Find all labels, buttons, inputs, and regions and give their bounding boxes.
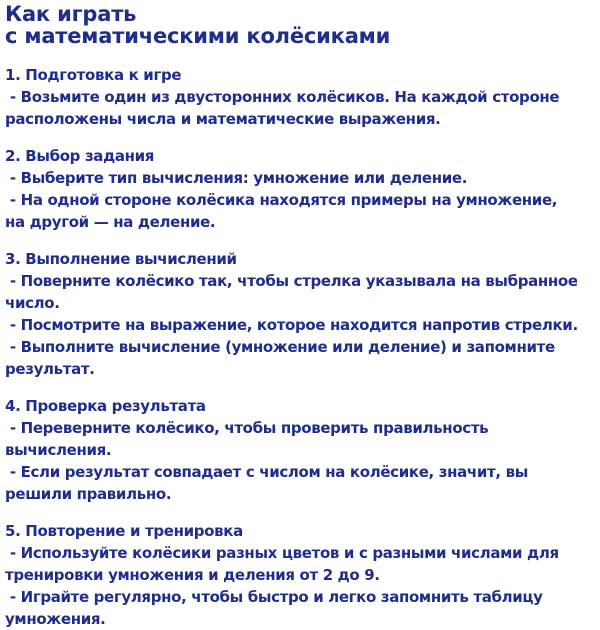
instruction-line: - Используйте колёсики разных цветов и с разными числами для <box>5 544 559 562</box>
section-heading: 4. Проверка результата <box>5 397 206 415</box>
instruction-line: решили правильно. <box>5 485 172 503</box>
instruction-line: на другой — на деление. <box>5 213 216 231</box>
instruction-line: тренировки умножения и деления от 2 до 9. <box>5 566 380 584</box>
instruction-line: - Выполните вычисление (умножение или деление) и запомните <box>5 338 555 356</box>
instruction-line: число. <box>5 294 60 312</box>
section-practice <box>5 520 598 630</box>
section-heading: 3. Выполнение вычислений <box>5 250 237 268</box>
instruction-line: - Посмотрите на выражение, которое находится напротив стрелки. <box>5 316 578 334</box>
instruction-line: - Выберите тип вычисления: умножение или деление. <box>5 169 468 187</box>
section-heading: 1. Подготовка к игре <box>5 66 182 84</box>
instruction-line: расположены числа и математические выражения. <box>5 110 441 128</box>
instruction-line: - Переверните колёсико, чтобы проверить правильность вычисления. <box>5 419 494 459</box>
section-task-choice <box>5 145 598 233</box>
section-heading: 2. Выбор задания <box>5 147 155 165</box>
page-title-line-1: Как играть <box>5 2 137 26</box>
section-heading: 5. Повторение и тренировка <box>5 522 243 540</box>
instruction-line: - Если результат совпадает с числом на колёсике, значит, вы <box>5 463 528 481</box>
instruction-line: - Поверните колёсико так, чтобы стрелка указывала на выбранное <box>5 272 578 290</box>
instruction-line: - На одной стороне колёсика находятся примеры на умножение, <box>5 191 558 209</box>
instruction-line: результат. <box>5 360 95 378</box>
section-result-check <box>5 395 598 505</box>
page-title-line-2: с математическими колёсиками <box>5 24 391 48</box>
instruction-line: - Возьмите один из двусторонних колёсиков. На каждой стороне <box>5 88 560 106</box>
section-calculation <box>5 248 598 380</box>
page-title <box>5 3 598 47</box>
instruction-line: - Играйте регулярно, чтобы быстро и легко запомнить таблицу <box>5 588 543 606</box>
instruction-line: умножения. <box>5 610 106 628</box>
section-preparation <box>5 64 598 130</box>
